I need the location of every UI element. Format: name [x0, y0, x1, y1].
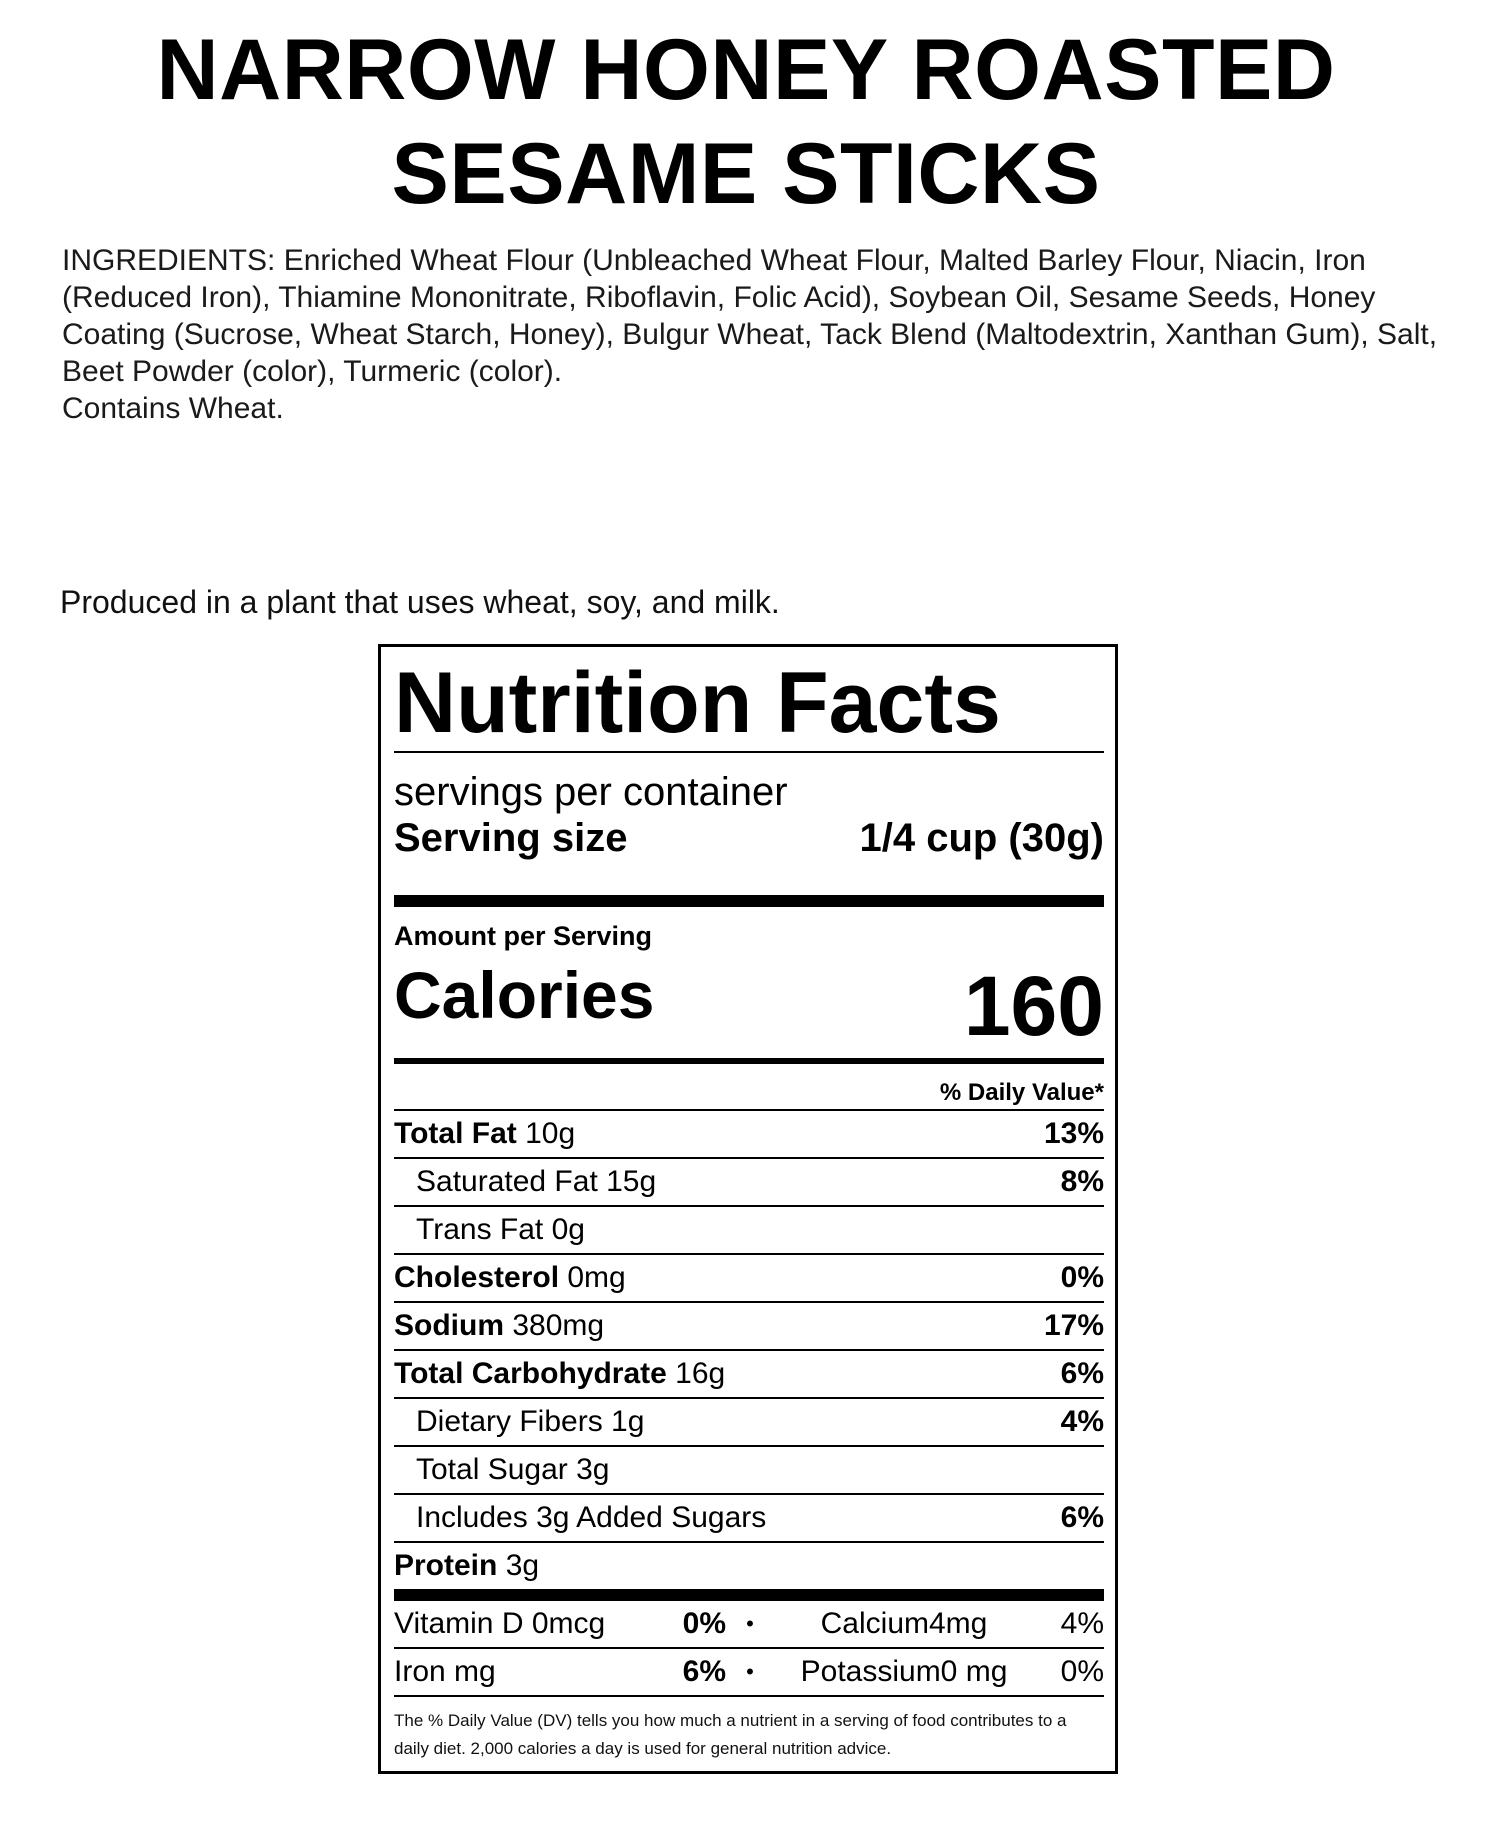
calories-value: 160 — [963, 959, 1104, 1053]
nutrient-amount: 0mg — [567, 1261, 626, 1294]
nutrient-row-total-carbohydrate — [394, 1349, 1104, 1397]
nutrient-dv: 0% — [1060, 1261, 1104, 1294]
calories-row — [394, 952, 1104, 1053]
nutrient-row-protein — [394, 1541, 1104, 1589]
nutrient-row-total-fat — [394, 1109, 1104, 1157]
nutrient-row-sodium — [394, 1301, 1104, 1349]
nutrient-dv: 6% — [1060, 1357, 1104, 1390]
nutrition-facts-panel — [378, 644, 1118, 1774]
nutrient-name: Protein — [394, 1549, 498, 1582]
thick-divider — [394, 895, 1104, 907]
nutrient-row-saturated-fat — [394, 1157, 1104, 1205]
nutrient-amount: 380mg — [512, 1309, 605, 1342]
serving-size-value: 1/4 cup (30g) — [859, 816, 1104, 860]
nutrient-amount: 16g — [675, 1357, 726, 1390]
vitamin-row — [394, 1601, 1104, 1649]
mineral-dv: 0% — [1060, 1655, 1104, 1688]
serving-size-label: Serving size — [394, 816, 628, 860]
nutrient-dv: 4% — [1060, 1405, 1104, 1438]
mineral-dv: 4% — [1060, 1607, 1104, 1640]
nutrient-name: Total Fat — [394, 1117, 517, 1150]
thick-divider-bottom — [394, 1589, 1104, 1601]
nutrient-dv: 6% — [1060, 1501, 1104, 1534]
product-title — [0, 18, 1492, 226]
nutrition-facts-title: Nutrition Facts — [394, 655, 1001, 751]
nutrient-dv: 17% — [1043, 1309, 1104, 1342]
nutrient-dv: 8% — [1060, 1165, 1104, 1198]
vitamin-name: Vitamin D 0mcg — [394, 1607, 606, 1640]
amount-per-serving: Amount per Serving — [394, 921, 653, 951]
nutrient-name: Trans Fat 0g — [416, 1213, 585, 1246]
vitamin-name: Iron mg — [394, 1655, 496, 1688]
daily-value-footnote: The % Daily Value (DV) tells you how much a nutrient in a serving of food contributes to a daily diet. 2,000 calories a day is used for general nutrition advice. — [394, 1711, 1067, 1758]
nutrient-amount: 3g — [505, 1549, 540, 1582]
servings-per-container: servings per container — [394, 770, 788, 814]
nutrient-row-total-sugar — [394, 1445, 1104, 1493]
nutrient-row-added-sugars — [394, 1493, 1104, 1541]
product-title-line1: NARROW HONEY ROASTED — [156, 22, 1336, 118]
product-title-line2: SESAME STICKS — [391, 126, 1101, 222]
nutrient-amount: 10g — [525, 1117, 576, 1150]
nutrient-name: Dietary Fibers 1g — [416, 1405, 645, 1438]
bullet-separator: • — [746, 1659, 754, 1684]
nutrient-name: Cholesterol — [394, 1261, 560, 1294]
nutrient-name: Total Carbohydrate — [394, 1357, 667, 1390]
divider — [394, 751, 1104, 753]
nutrient-row-dietary-fibers — [394, 1397, 1104, 1445]
ingredients-text: INGREDIENTS: Enriched Wheat Flour (Unbleached Wheat Flour, Malted Barley Flour, Niacin, Iron (Reduced Iron), Thiamine Mononitrate, Riboflavin, Folic Acid), Soybean Oil, Sesame Seeds, Honey Coating (Sucrose, Wheat Starch, Honey), Bulgur Wheat, Tack Blend (Maltodextrin, Xanthan Gum), Salt, Beet Powder (color), Turmeric (color). — [62, 244, 1438, 388]
daily-value-header: % Daily Value* — [939, 1079, 1104, 1106]
mineral-name: Potassium0 mg — [800, 1655, 1008, 1688]
bullet-separator: • — [746, 1611, 754, 1636]
nutrient-name: Saturated Fat 15g — [416, 1165, 657, 1198]
vitamin-row — [394, 1649, 1104, 1697]
mineral-name: Calcium4mg — [820, 1607, 988, 1640]
nutrient-name: Total Sugar 3g — [416, 1453, 610, 1486]
nutrient-name: Includes 3g Added Sugars — [416, 1501, 767, 1534]
vitamin-dv: 6% — [682, 1655, 726, 1688]
serving-size-row — [394, 815, 1104, 861]
plant-notice: Produced in a plant that uses wheat, soy, and milk. — [60, 584, 780, 620]
vitamin-dv: 0% — [682, 1607, 726, 1640]
allergen-contains: Contains Wheat. — [62, 392, 284, 425]
nutrient-row-trans-fat — [394, 1205, 1104, 1253]
nutrient-dv: 13% — [1043, 1117, 1104, 1150]
nutrient-row-cholesterol — [394, 1253, 1104, 1301]
calories-label: Calories — [394, 958, 655, 1032]
nutrient-name: Sodium — [394, 1309, 504, 1342]
